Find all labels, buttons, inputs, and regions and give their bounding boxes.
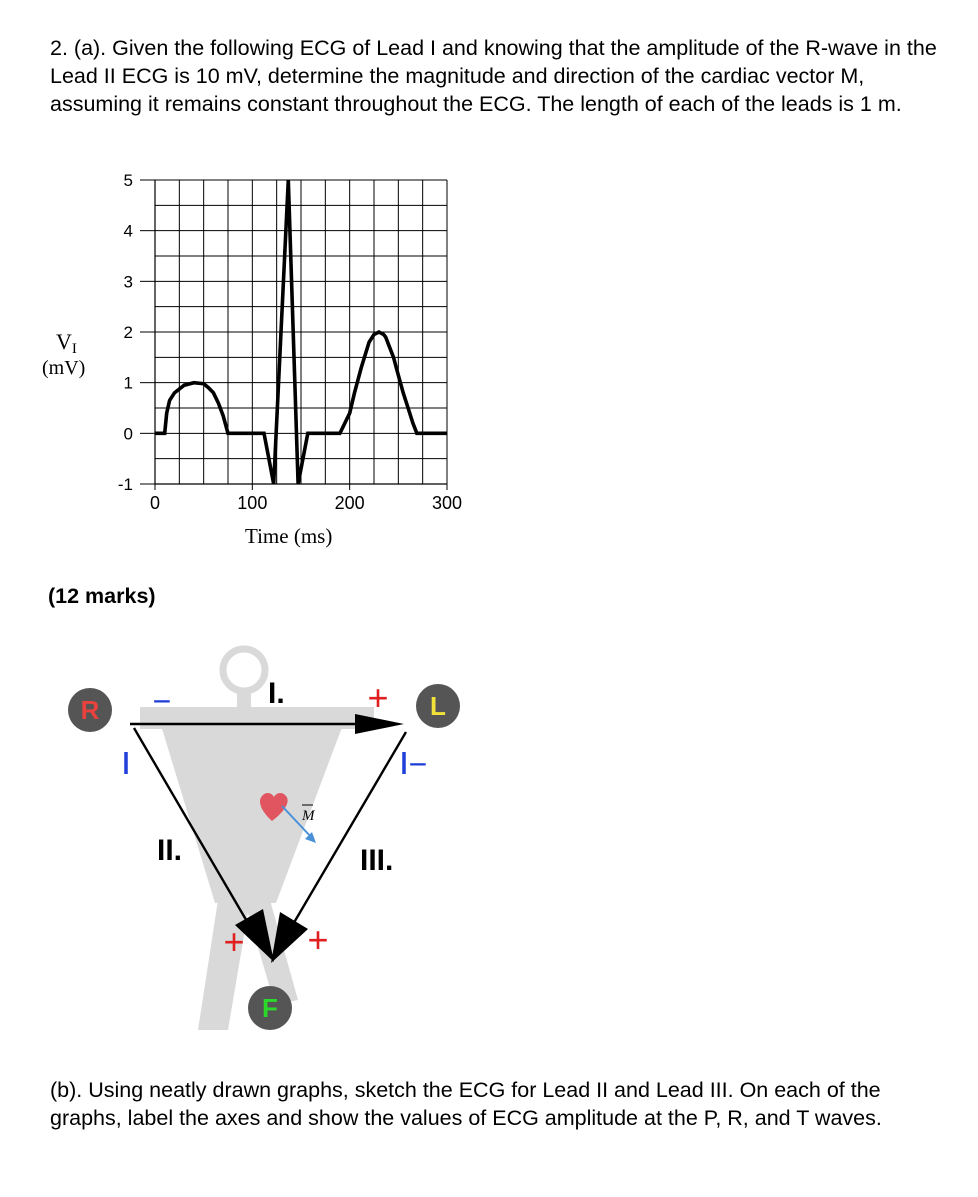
vector-m-label: M [302, 808, 315, 824]
x-tick-label: 300 [431, 493, 463, 513]
einthoven-triangle-diagram [68, 649, 460, 1030]
y-tick-labels [118, 171, 155, 494]
question-part-a: 2. (a). Given the following ECG of Lead I and knowing that the amplitude of the R-wave in the Lead II ECG is 10 mV, determine the magnitude and direction of the cardiac vector M, assuming it remains constant throughout the ECG. The length of each of the leads is 1 m. [50, 36, 937, 116]
y-tick-label: 0 [123, 424, 133, 444]
y-axis-label: VI [56, 329, 77, 357]
lead-i-plus: + [367, 677, 389, 718]
chart-grid [155, 180, 447, 484]
x-axis-label: Time (ms) [245, 524, 333, 548]
x-tick-label: 0 [149, 493, 161, 513]
body-torso [160, 722, 344, 903]
lead-ii-label: II. [157, 834, 183, 867]
lead-iii-arrowhead [271, 912, 308, 963]
lead-iii-minus: − [408, 746, 428, 782]
electrode-f-letter: F [262, 993, 278, 1023]
x-tick-label: 100 [237, 493, 268, 513]
x-tick-labels [150, 484, 462, 513]
y-tick-label: 2 [123, 323, 133, 342]
ecg-chart [42, 171, 462, 548]
lead-iii-label: III. [360, 844, 394, 877]
y-tick-label: 3 [123, 272, 133, 292]
y-axis-label-unit: (mV) [42, 357, 86, 379]
x-tick-label: 200 [334, 493, 365, 513]
electrode-r-letter: R [80, 695, 100, 725]
marks-label: (12 marks) [48, 584, 156, 608]
body-leg-left [198, 900, 250, 1030]
lead-i-minus: − [152, 683, 172, 719]
electrode-f [248, 986, 292, 1030]
y-tick-label: 5 [123, 171, 133, 190]
question-part-b: (b). Using neatly drawn graphs, sketch the ECG for Lead II and Lead III. On each of the graphs, label the axes and show the values of ECG amplitude at the P, R, and T waves. [50, 1078, 882, 1130]
body-head [223, 649, 265, 691]
y-tick-label: -1 [117, 475, 133, 494]
electrode-l [416, 684, 460, 728]
y-tick-label: 4 [123, 221, 133, 241]
electrode-r [68, 688, 112, 732]
lead-i-label: I. [268, 677, 285, 710]
lead-iii-plus: + [307, 919, 329, 960]
lead-ii-plus: + [223, 921, 245, 962]
y-tick-label: 1 [123, 373, 133, 393]
electrode-l-letter: L [430, 691, 446, 721]
